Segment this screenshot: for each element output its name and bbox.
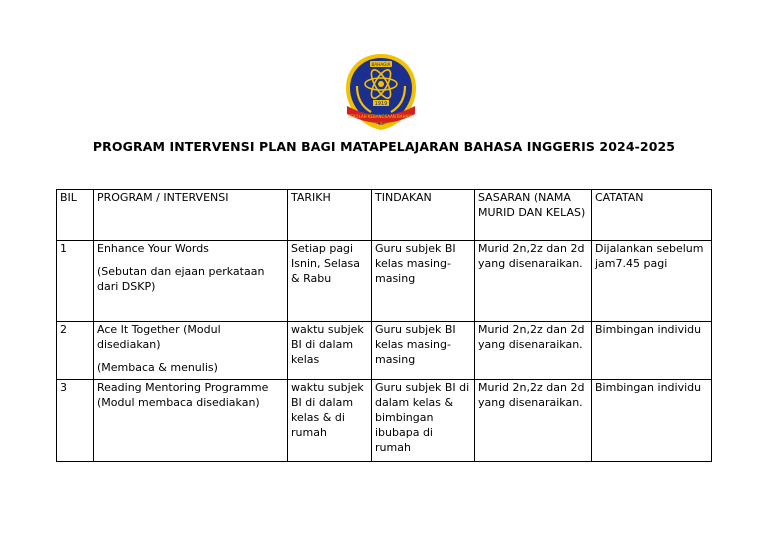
- school-crest-logo: [343, 52, 419, 132]
- cell-tindakan: Guru subjek BI di dalam kelas & bimbingan ibubapa di rumah: [372, 380, 475, 462]
- header-catatan: CATATAN: [592, 190, 712, 241]
- cell-bil: 2: [57, 322, 94, 380]
- logo-top-text: BAHAGIA: [371, 62, 391, 67]
- program-name: Ace It Together (Modul disediakan): [97, 323, 221, 351]
- header-tarikh: TARIKH: [288, 190, 372, 241]
- program-name: Reading Mentoring Programme (Modul membaca disediakan): [97, 381, 269, 409]
- cell-sasaran: Murid 2n,2z dan 2d yang disenaraikan.: [475, 241, 592, 322]
- cell-catatan: Bimbingan individu: [592, 380, 712, 462]
- cell-catatan: Dijalankan sebelum jam7.45 pagi: [592, 241, 712, 322]
- logo-banner-text: SEKOLAH KEBANGSAAN BAHARU: [347, 114, 415, 119]
- program-note: (Sebutan dan ejaan perkataan dari DSKP): [97, 265, 265, 293]
- cell-bil: 3: [57, 380, 94, 462]
- program-note: (Membaca & menulis): [97, 361, 218, 374]
- cell-tarikh: waktu subjek BI di dalam kelas & di rumah: [288, 380, 372, 462]
- cell-tindakan: Guru subjek BI kelas masing-masing: [372, 322, 475, 380]
- cell-program: [94, 380, 288, 462]
- cell-tindakan: Guru subjek BI kelas masing-masing: [372, 241, 475, 322]
- cell-program: [94, 241, 288, 322]
- cell-sasaran: Murid 2n,2z dan 2d yang disenaraikan.: [475, 380, 592, 462]
- cell-catatan: Bimbingan individu: [592, 322, 712, 380]
- header-sasaran: SASARAN (NAMA MURID DAN KELAS): [475, 190, 592, 241]
- intervention-table: [56, 189, 712, 462]
- table-header-row: [57, 190, 712, 241]
- table-row: [57, 322, 712, 380]
- logo-bottom-text: KOTA BHARU: [369, 122, 393, 126]
- header-bil: BIL: [57, 190, 94, 241]
- header-tindakan: TINDAKAN: [372, 190, 475, 241]
- cell-tarikh: waktu subjek BI di dalam kelas: [288, 322, 372, 380]
- cell-tarikh: Setiap pagi Isnin, Selasa & Rabu: [288, 241, 372, 322]
- logo-year: 1919: [374, 101, 388, 107]
- program-name: Enhance Your Words: [97, 242, 209, 255]
- table-row: [57, 380, 712, 462]
- cell-program: [94, 322, 288, 380]
- document-title: PROGRAM INTERVENSI PLAN BAGI MATAPELAJARAN BAHASA INGGERIS 2024-2025: [92, 139, 676, 154]
- header-program: PROGRAM / INTERVENSI: [94, 190, 288, 241]
- cell-bil: 1: [57, 241, 94, 322]
- cell-sasaran: Murid 2n,2z dan 2d yang disenaraikan.: [475, 322, 592, 380]
- table-row: [57, 241, 712, 322]
